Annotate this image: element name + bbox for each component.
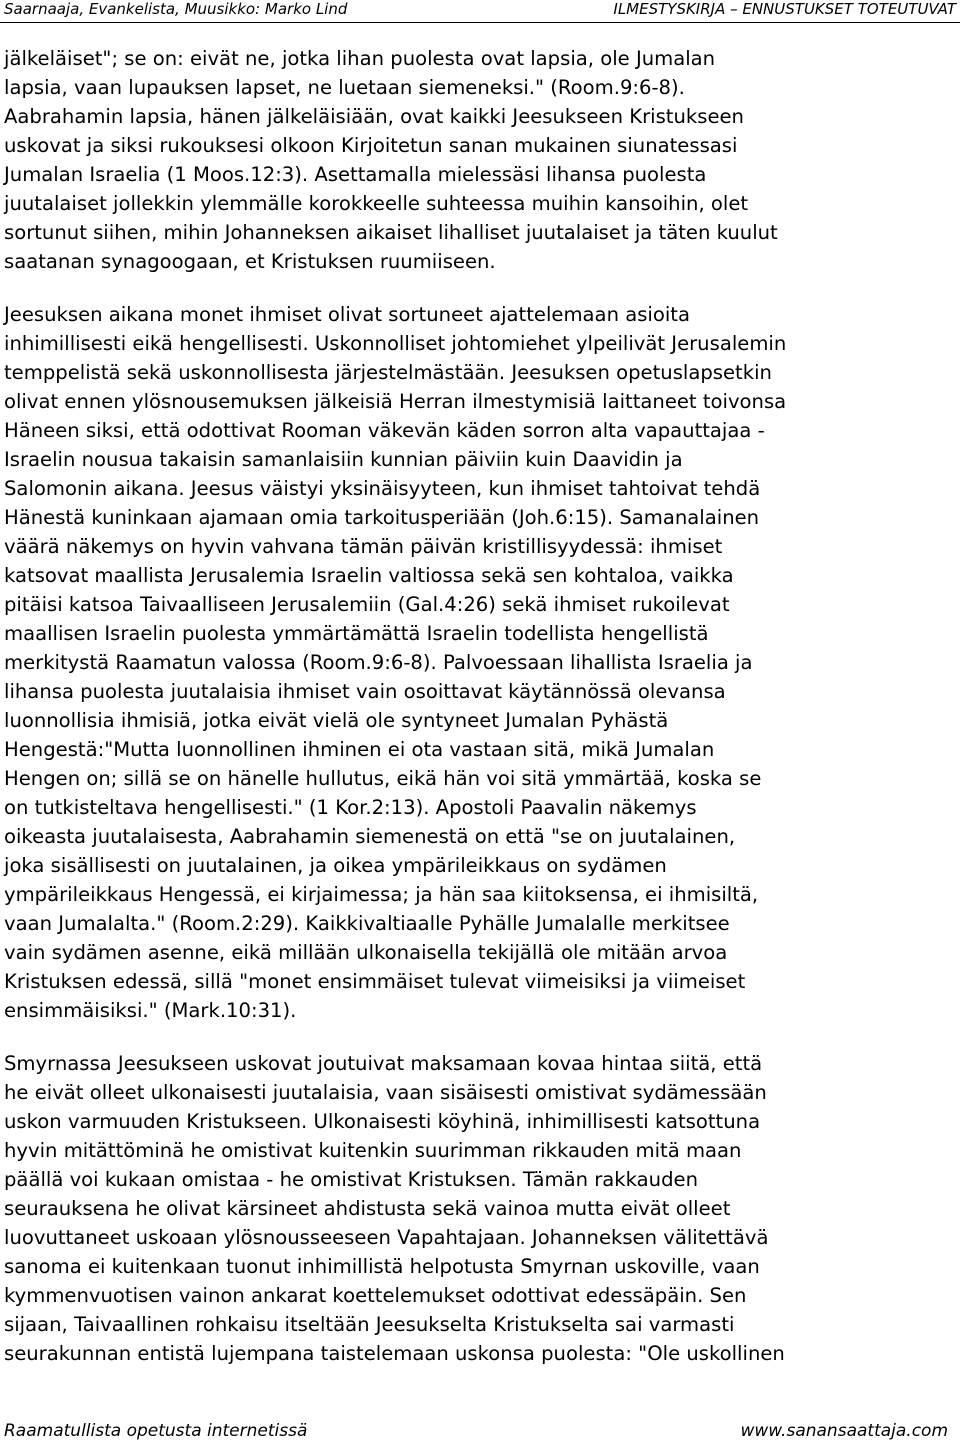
text-line: oikeasta juutalaisesta, Aabrahamin siemenestä on että "se on juutalainen, — [4, 825, 736, 848]
text-line: sortunut siihen, mihin Johanneksen aikaiset lihalliset juutalaiset ja täten kuulut — [4, 221, 778, 244]
text-line: sijaan, Taivaallinen rohkaisu itseltään Jeesukselta Kristukselta sai varmasti — [4, 1313, 735, 1336]
text-line: merkitystä Raamatun valossa (Room.9:6-8). Palvoessaan lihallista Israelia ja — [4, 651, 753, 674]
text-line: hyvin mitättöminä he omistivat kuitenkin suurimman rikkauden mitä maan — [4, 1139, 742, 1162]
text-line: katsovat maallista Jerusalemia Israelin valtiossa sekä sen kohtaloa, vaikka — [4, 564, 734, 587]
page-footer — [0, 1419, 960, 1444]
text-line: temppelistä sekä uskonnollisesta järjestelmästään. Jeesuksen opetuslapsetkin — [4, 361, 772, 384]
text-line: Israelin nousua takaisin samanlaisiin kunnian päiviin kuin Daavidin ja — [4, 448, 683, 471]
text-line: olivat ennen ylösnousemuksen jälkeisiä Herran ilmestymisiä laittaneet toivonsa — [4, 390, 787, 413]
text-line: on tutkisteltava hengellisesti." (1 Kor.2:13). Apostoli Paavalin näkemys — [4, 796, 697, 819]
text-line: lihansa puolesta juutalaisia ihmiset vain osoittavat käytännössä olevansa — [4, 680, 726, 703]
text-line: Häneen siksi, että odottivat Rooman väkevän käden sorron alta vapauttajaa - — [4, 419, 765, 442]
paragraph-1 — [4, 44, 956, 276]
paragraph-2 — [4, 300, 956, 1025]
text-line: ensimmäisiksi." (Mark.10:31). — [4, 999, 297, 1022]
text-line: päällä voi kukaan omistaa - he omistivat Kristuksen. Tämän rakkauden — [4, 1168, 698, 1191]
text-line: luovuttaneet uskoaan ylösnousseeseen Vapahtajaan. Johanneksen välitettävä — [4, 1226, 769, 1249]
text-line: ympärileikkaus Hengessä, ei kirjaimessa; ja hän saa kiitoksensa, ei ihmisiltä, — [4, 883, 759, 906]
text-line: vain sydämen asenne, eikä millään ulkonaisella tekijällä ole mitään arvoa — [4, 941, 728, 964]
text-line: Hengestä:"Mutta luonnollinen ihminen ei ota vastaan sitä, mikä Jumalan — [4, 738, 715, 761]
text-line: Aabrahamin lapsia, hänen jälkeläisiään, ovat kaikki Jeesukseen Kristukseen — [4, 105, 744, 128]
text-line: sanoma ei kuitenkaan tuonut inhimillistä helpotusta Smyrnan uskoville, vaan — [4, 1255, 760, 1278]
text-line: juutalaiset jollekkin ylemmälle korokkeelle suhteessa muihin kansoihin, olet — [4, 192, 749, 215]
text-line: seurauksena he olivat kärsineet ahdistusta sekä vainoa mutta eivät olleet — [4, 1197, 731, 1220]
text-line: väärä näkemys on hyvin vahvana tämän päivän kristillisyydessä: ihmiset — [4, 535, 723, 558]
document-body — [4, 44, 956, 1392]
text-line: Hengen on; sillä se on hänelle hullutus, eikä hän voi sitä ymmärtää, koska se — [4, 767, 762, 790]
text-line: uskon varmuuden Kristukseen. Ulkonaisesti köyhinä, inhimillisesti katsottuna — [4, 1110, 761, 1133]
text-line: maallisen Israelin puolesta ymmärtämättä Israelin todellista hengellistä — [4, 622, 709, 645]
text-line: saatanan synagoogaan, et Kristuksen ruumiiseen. — [4, 250, 496, 273]
text-line: inhimillisesti eikä hengellisesti. Uskonnolliset johtomiehet ylpeilivät Jerusalemin — [4, 332, 787, 355]
text-line: uskovat ja siksi rukouksesi olkoon Kirjoitetun sanan mukainen siunatessasi — [4, 134, 738, 157]
text-line: Smyrnassa Jeesukseen uskovat joutuivat maksamaan kovaa hintaa siitä, että — [4, 1052, 763, 1075]
footer-website-link[interactable]: www.sanansaattaja.com — [740, 1421, 948, 1441]
text-line: Jumalan Israelia (1 Moos.12:3). Asettamalla mielessäsi lihansa puolesta — [4, 163, 707, 186]
text-line: seurakunnan entistä lujempana taistelemaan uskonsa puolesta: "Ole uskollinen — [4, 1342, 785, 1365]
header-book-title: ILMESTYSKIRJA – ENNUSTUKSET TOTEUTUVAT — [613, 0, 956, 18]
footer-tagline: Raamatullista opetusta internetissä — [4, 1421, 308, 1441]
paragraph-3 — [4, 1049, 956, 1368]
text-line: pitäisi katsoa Taivaalliseen Jerusalemiin (Gal.4:26) sekä ihmiset rukoilevat — [4, 593, 730, 616]
text-line: he eivät olleet ulkonaisesti juutalaisia, vaan sisäisesti omistivat sydämessään — [4, 1081, 767, 1104]
text-line: vaan Jumalalta." (Room.2:29). Kaikkivaltiaalle Pyhälle Jumalalle merkitsee — [4, 912, 730, 935]
page-header — [0, 0, 960, 23]
header-author: Saarnaaja, Evankelista, Muusikko: Marko Lind — [4, 0, 348, 18]
text-line: kymmenvuotisen vainon ankarat koettelemukset odottivat edessäpäin. Sen — [4, 1284, 747, 1307]
text-line: Kristuksen edessä, sillä "monet ensimmäiset tulevat viimeisiksi ja viimeiset — [4, 970, 746, 993]
text-line: joka sisällisesti on juutalainen, ja oikea ympärileikkaus on sydämen — [4, 854, 667, 877]
text-line: lapsia, vaan lupauksen lapset, ne luetaan siemeneksi." (Room.9:6-8). — [4, 76, 685, 99]
text-line: Jeesuksen aikana monet ihmiset olivat sortuneet ajattelemaan asioita — [4, 303, 690, 326]
text-line: Hänestä kuninkaan ajamaan omia tarkoitusperiään (Joh.6:15). Samanalainen — [4, 506, 760, 529]
text-line: Salomonin aikana. Jeesus väistyi yksinäisyyteen, kun ihmiset tahtoivat tehdä — [4, 477, 761, 500]
text-line: luonnollisia ihmisiä, jotka eivät vielä ole syntyneet Jumalan Pyhästä — [4, 709, 669, 732]
text-line: jälkeläiset"; se on: eivät ne, jotka lihan puolesta ovat lapsia, ole Jumalan — [4, 47, 716, 70]
